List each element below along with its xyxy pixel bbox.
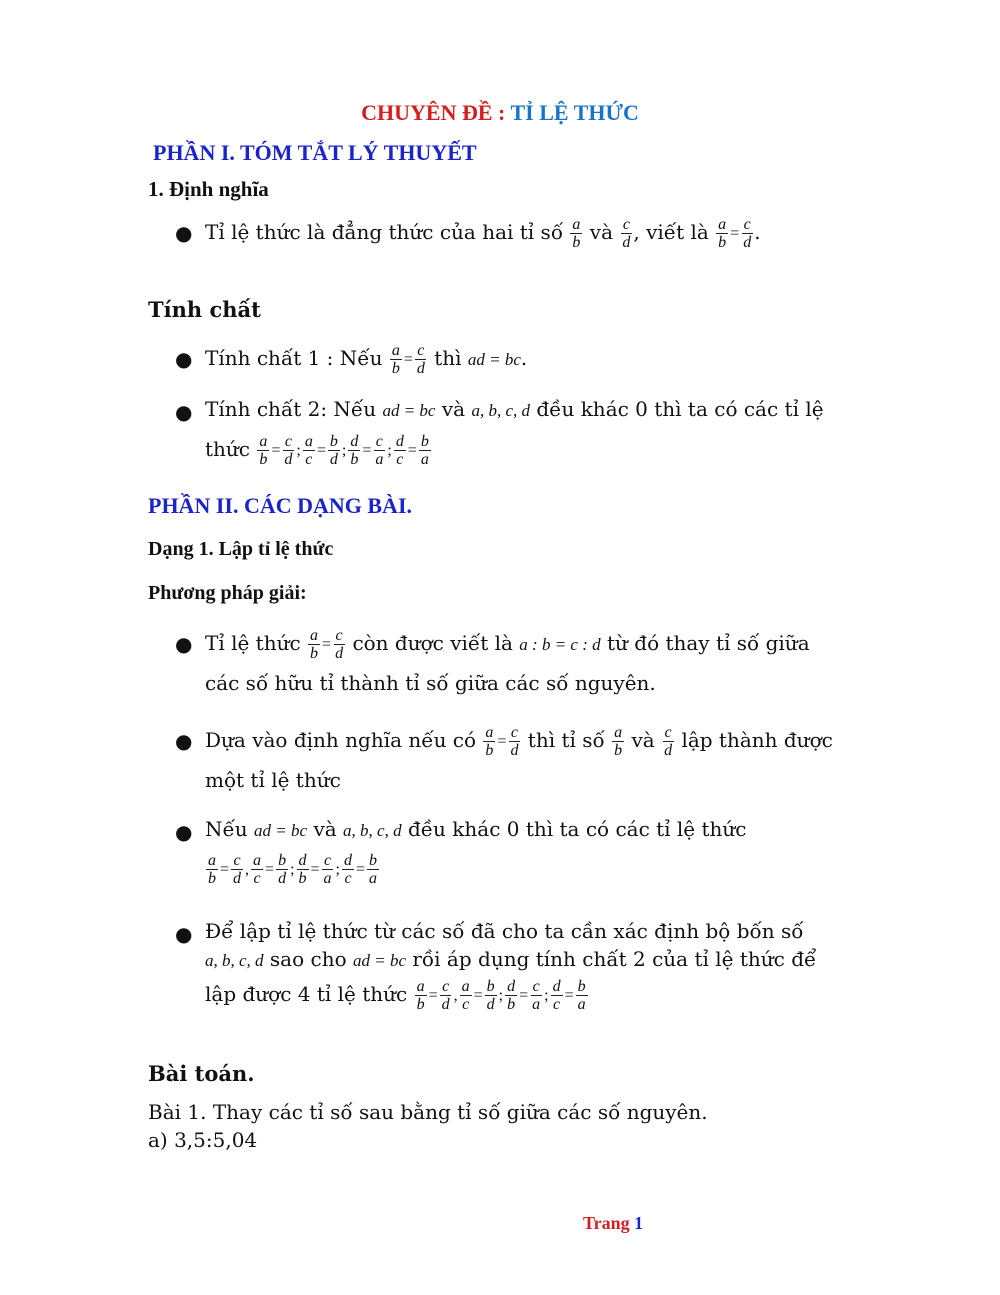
page-footer — [583, 1213, 643, 1234]
method-2-line2: một tỉ lệ thức — [205, 768, 341, 792]
title-prefix: CHUYÊN ĐỀ : — [361, 100, 511, 125]
method-2-line1: Dựa vào định nghĩa nếu có $\frac{a}{b}$ = $\frac{c}{d}$ thì tỉ số $\frac{a}{b}$ và $\frac{c}{d}$ lập thành được — [205, 724, 833, 759]
properties-heading: Tính chất — [148, 297, 261, 322]
method-4-line2: a, b, c, d sao cho ad = bc rồi áp dụng tính chất 2 của tỉ lệ thức để — [205, 947, 817, 971]
bullet-icon: ● — [175, 922, 193, 946]
problems-heading: Bài toán. — [148, 1061, 255, 1086]
page-title — [0, 100, 1000, 126]
section-1-heading: PHẦN I. TÓM TẮT LÝ THUYẾT — [153, 140, 477, 165]
dang-1-heading: Dạng 1. Lập tỉ lệ thức — [148, 538, 334, 560]
fraction: $\frac{a}{b}$ — [572, 216, 581, 251]
fraction: $\frac{c}{d}$ — [622, 216, 631, 251]
bullet-icon: ● — [175, 347, 193, 371]
bullet-icon: ● — [175, 400, 193, 424]
method-4-line3: lập được 4 tỉ lệ thức $\frac{a}{b}$ = $\frac{c}{d}$ , $\frac{a}{c}$ = $\frac{b}{d}$ ; $\frac{d}{b}$ = $\frac{c}{a}$ ; $\frac{d}{c}$ = $\frac{b}{a}$ — [205, 978, 586, 1013]
page-number: 1 — [634, 1213, 644, 1233]
fraction: $\frac{c}{d}$ — [416, 342, 425, 377]
footer-label: Trang — [583, 1213, 635, 1233]
property-2-line1: Tính chất 2: Nếu ad = bc và a, b, c, d đều khác 0 thì ta có các tỉ lệ — [205, 397, 824, 421]
property-1: Tính chất 1 : Nếu $\frac{a}{b}$ = $\frac{c}{d}$ thì ad = bc. — [205, 342, 528, 377]
fraction: $\frac{a}{b}$ — [391, 342, 400, 377]
method-1-line2: các số hữu tỉ thành tỉ số giữa các số nguyên. — [205, 671, 656, 695]
bullet-icon: ● — [175, 820, 193, 844]
problem-1a: a) 3,5:5,04 — [148, 1128, 258, 1152]
method-3-line1: Nếu ad = bc và a, b, c, d đều khác 0 thì ta có các tỉ lệ thức — [205, 817, 747, 841]
bullet-icon: ● — [175, 221, 193, 245]
fraction: $\frac{a}{b}$ — [718, 216, 727, 251]
bullet-icon: ● — [175, 729, 193, 753]
fraction: $\frac{c}{d}$ — [743, 216, 752, 251]
definition-heading: 1. Định nghĩa — [148, 177, 269, 201]
method-heading: Phương pháp giải: — [148, 582, 307, 604]
property-2-line2: thức $\frac{a}{b}$ = $\frac{c}{d}$ ; $\frac{a}{c}$ = $\frac{b}{d}$ ; $\frac{d}{b}$ = $\frac{c}{a}$ ; $\frac{d}{c}$ = $\frac{b}{a}$ — [205, 433, 429, 468]
definition-text: Tỉ lệ thức là đẳng thức của hai tỉ số $\frac{a}{b}$ và $\frac{c}{d}$ , viết là $\frac{a}{b}$ = $\frac{c}{d}$ . — [205, 216, 761, 251]
bullet-icon: ● — [175, 632, 193, 656]
title-topic: TỈ LỆ THỨC — [510, 100, 639, 125]
section-2-heading: PHẦN II. CÁC DẠNG BÀI. — [148, 493, 413, 518]
problem-1: Bài 1. Thay các tỉ số sau bằng tỉ số giữa các số nguyên. — [148, 1100, 708, 1124]
method-1-line1: Tỉ lệ thức $\frac{a}{b}$ = $\frac{c}{d}$ còn được viết là a : b = c : d từ đó thay tỉ số giữa — [205, 627, 810, 662]
method-4-line1: Để lập tỉ lệ thức từ các số đã cho ta cần xác định bộ bốn số — [205, 919, 804, 943]
method-3-line2: $\frac{a}{b}$ = $\frac{c}{d}$ , $\frac{a}{c}$ = $\frac{b}{d}$ ; $\frac{d}{b}$ = $\frac{c}{a}$ ; $\frac{d}{c}$ = $\frac{b}{a}$ — [208, 852, 378, 887]
